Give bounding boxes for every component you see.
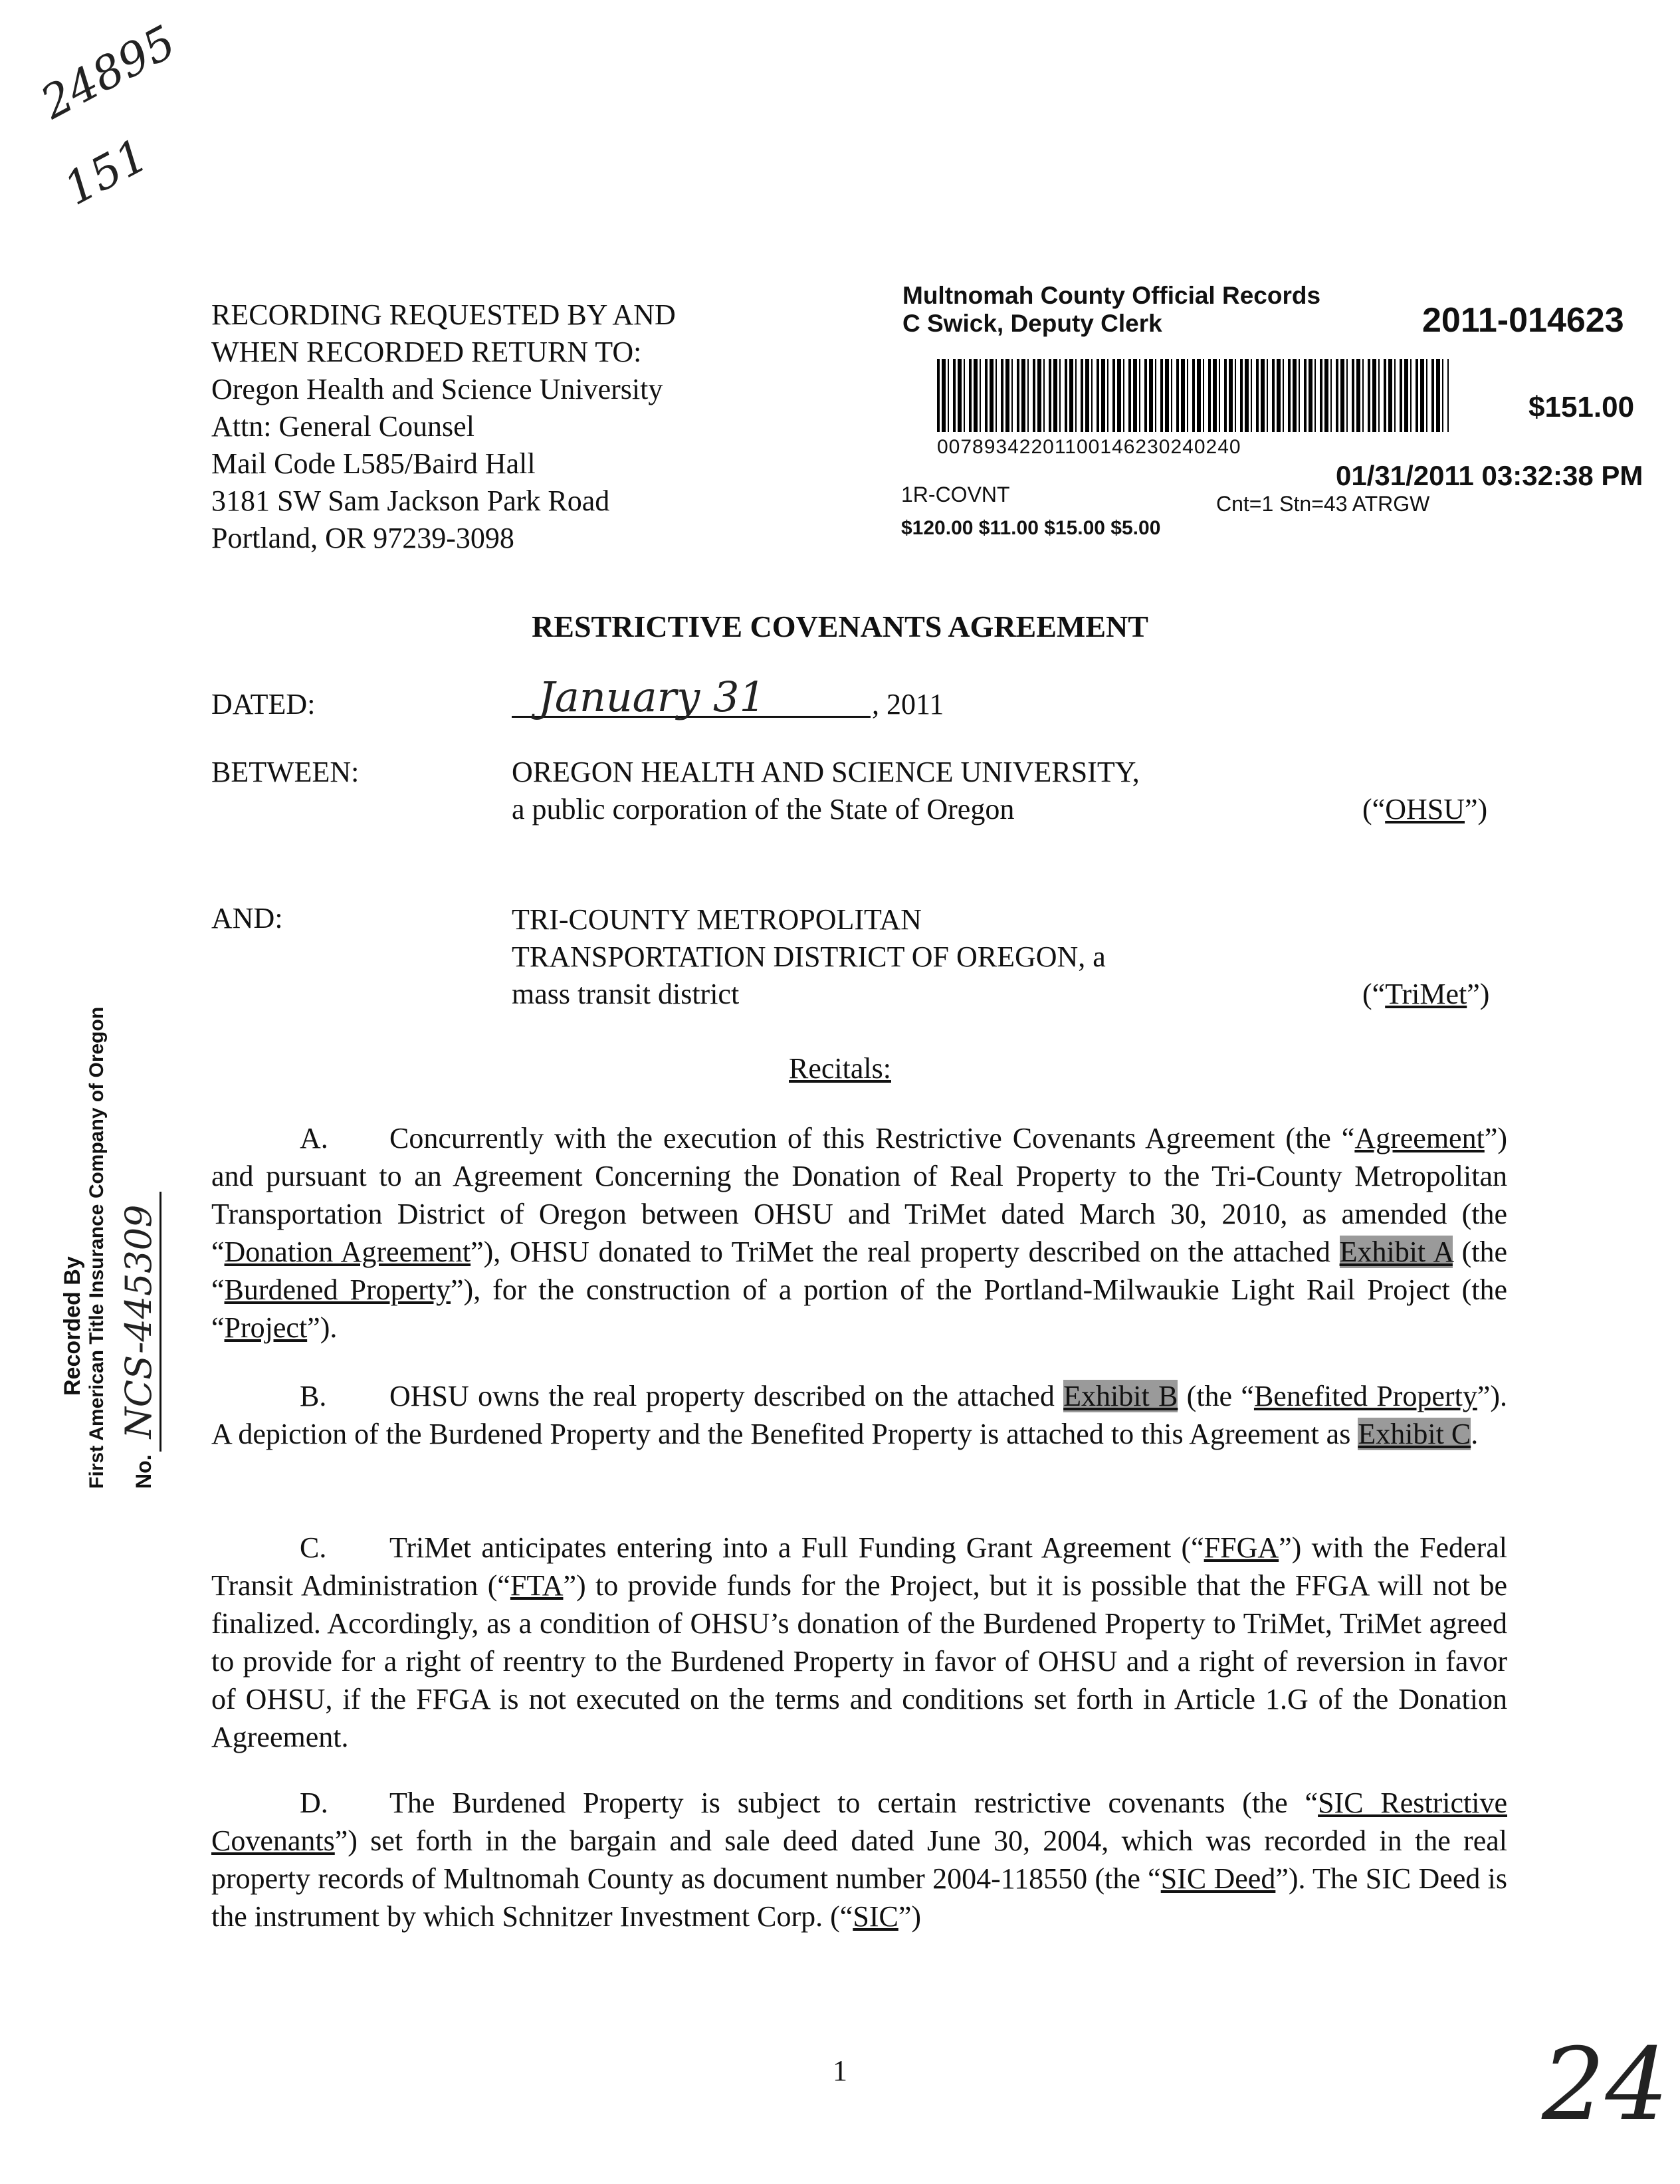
dated-year: , 2011 xyxy=(872,688,944,720)
recital-d xyxy=(211,1784,1507,1935)
handwritten-order-number: NCS-445309 xyxy=(118,1192,161,1452)
recital-text: ”), for the construction of a portion of the Portland-Milwaukie Light Rail Project (the “ xyxy=(211,1273,1508,1344)
recital-text: ”) xyxy=(898,1900,922,1933)
return-line: Oregon Health and Science University xyxy=(211,373,663,405)
recital-c xyxy=(211,1529,1507,1756)
recording-return-block xyxy=(211,296,676,557)
party-name: TRI-COUNTY METROPOLITAN xyxy=(512,903,922,936)
between-label: BETWEEN: xyxy=(211,756,360,788)
defined-term: Benefited Property xyxy=(1253,1380,1477,1412)
document-title: RESTRICTIVE COVENANTS AGREEMENT xyxy=(532,609,1148,643)
recital-text: ”) to provide funds for the Project, but it is possible that the FFGA will not be finalized. Accordingly, as a condition of OHSU’s donation of the Burdened Property to TriMet, TriMet agreed to provide for a right of reentry to the Burdened Property in favor of OHSU and a right of reversion in favor of OHSU, if the FFGA is not executed on the terms and conditions set forth in Article 1.G of the Donation Agreement. xyxy=(211,1569,1507,1753)
party-name: TRANSPORTATION DISTRICT OF OREGON, a xyxy=(512,940,1106,973)
return-line: Attn: General Counsel xyxy=(211,410,474,443)
recital-text: Concurrently with the execution of this Restrictive Covenants Agreement (the “ xyxy=(389,1122,1355,1154)
recital-text: ”), OHSU donated to TriMet the real property described on the attached xyxy=(471,1236,1340,1268)
recitals-heading-text: Recitals: xyxy=(789,1052,891,1085)
party-description: mass transit district xyxy=(512,978,740,1010)
defined-term: SIC Deed xyxy=(1160,1862,1276,1895)
defined-term: SIC xyxy=(853,1900,898,1933)
exhibit-reference: Exhibit C xyxy=(1358,1418,1471,1450)
recital-a xyxy=(211,1119,1507,1347)
return-line: WHEN RECORDED RETURN TO: xyxy=(211,336,642,368)
exhibit-reference: Exhibit B xyxy=(1063,1380,1178,1412)
defined-term: FTA xyxy=(510,1569,564,1602)
recording-office: Multnomah County Official Records xyxy=(902,282,1321,309)
party-abbreviation-trimet: (“TriMet”) xyxy=(1362,978,1490,1010)
stamp-recorded-by: Recorded By xyxy=(60,1256,85,1396)
page-number: 1 xyxy=(833,2054,847,2087)
recording-clerk: C Swick, Deputy Clerk xyxy=(902,310,1162,337)
recital-text: (the “ xyxy=(1178,1380,1254,1412)
recital-text: ”). The SIC Deed is the instrument by which Schnitzer Investment Corp. (“ xyxy=(211,1862,1508,1933)
recital-text: ”). xyxy=(307,1311,338,1344)
return-line: 3181 SW Sam Jackson Park Road xyxy=(211,485,610,517)
party-trimet xyxy=(512,901,1106,1013)
recital-letter: B. xyxy=(300,1380,327,1412)
recital-letter: C. xyxy=(300,1531,327,1564)
recording-counts: Cnt=1 Stn=43 ATRGW xyxy=(1216,492,1430,516)
party-abbreviation-ohsu: (“OHSU”) xyxy=(1362,793,1488,825)
recital-text: (the “ xyxy=(211,1236,1508,1306)
recital-text: ”) set forth in the bargain and sale deed dated June 30, 2004, which was recorded in the real property records of Multnomah County as document number 2004-118550 (the “ xyxy=(211,1824,1507,1895)
defined-term: TriMet xyxy=(1385,978,1467,1010)
defined-term: Project xyxy=(224,1311,308,1344)
handwritten-amount: 151 xyxy=(56,129,157,216)
recital-b xyxy=(211,1377,1507,1453)
recital-text: The Burdened Property is subject to certain restrictive covenants (the “ xyxy=(389,1787,1318,1819)
recital-text: OHSU owns the real property described on the attached xyxy=(389,1380,1064,1412)
recital-text: . xyxy=(1471,1418,1479,1450)
defined-term: OHSU xyxy=(1385,793,1465,825)
return-line: RECORDING REQUESTED BY AND xyxy=(211,298,676,331)
recording-doc-number: 2011-014623 xyxy=(1422,301,1624,340)
recital-text: ”). A depiction of the Burdened Property and the Benefited Property is attached to this Agreement as xyxy=(211,1380,1508,1450)
recital-letter: D. xyxy=(300,1787,328,1819)
stamp-no-label: No. xyxy=(132,1454,156,1489)
party-description: a public corporation of the State of Oregon xyxy=(512,793,1015,825)
defined-term: FFGA xyxy=(1204,1531,1279,1564)
and-label: AND: xyxy=(211,902,283,934)
party-name: OREGON HEALTH AND SCIENCE UNIVERSITY, xyxy=(512,756,1140,788)
recording-barcode xyxy=(937,359,1449,432)
recording-code: 1R-COVNT xyxy=(901,483,1010,506)
return-line: Mail Code L585/Baird Hall xyxy=(211,447,536,480)
dated-label: DATED: xyxy=(211,688,316,720)
recital-text: ”) and pursuant to an Agreement Concerning the Donation of Real Property to the Tri-County Metropolitan Transportation District of Oregon between OHSU and TriMet dated March 30, 2010, as amended (the “ xyxy=(211,1122,1507,1268)
defined-term: Agreement xyxy=(1354,1122,1485,1154)
defined-term: Donation Agreement xyxy=(224,1236,471,1268)
return-line: Portland, OR 97239-3098 xyxy=(211,522,514,554)
defined-term: SIC Restrictive Covenants xyxy=(211,1787,1507,1857)
handwritten-date: January 31 xyxy=(538,673,766,721)
handwritten-page-initial: 24 xyxy=(1542,2027,1669,2143)
recitals-heading xyxy=(0,1051,1680,1085)
recording-fee-total: $151.00 xyxy=(1528,391,1635,423)
recital-text: TriMet anticipates entering into a Full Funding Grant Agreement (“ xyxy=(389,1531,1204,1564)
party-ohsu xyxy=(512,754,1140,828)
stamp-company: First American Title Insurance Company of Oregon xyxy=(86,1006,108,1489)
exhibit-reference: Exhibit A xyxy=(1339,1236,1453,1268)
barcode-number: 00789342201100146230240240 xyxy=(937,436,1241,458)
recital-text: ”) with the Federal Transit Administration (“ xyxy=(211,1531,1507,1602)
recording-timestamp: 01/31/2011 03:32:38 PM xyxy=(1336,460,1643,491)
recording-fees: $120.00 $11.00 $15.00 $5.00 xyxy=(901,517,1161,539)
handwritten-file-number: 24895 xyxy=(33,15,185,130)
defined-term: Burdened Property xyxy=(224,1273,451,1306)
recital-letter: A. xyxy=(300,1122,328,1154)
